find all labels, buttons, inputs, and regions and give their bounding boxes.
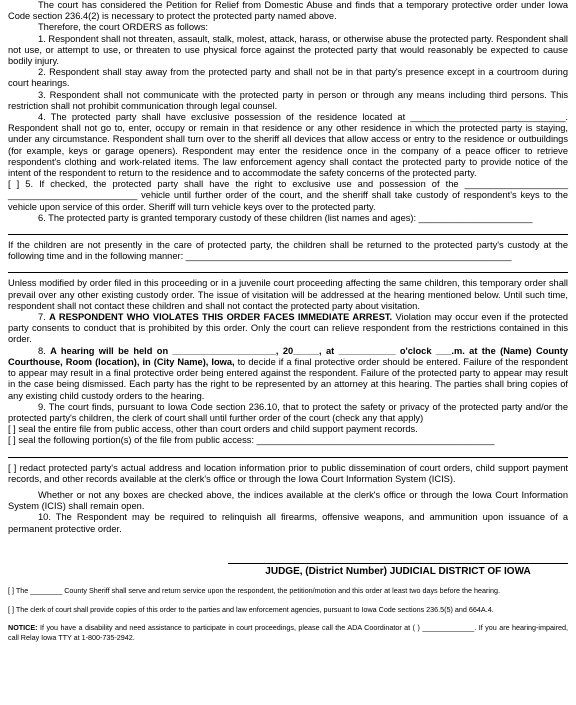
protective-order-page [8,0,568,642]
item-7-text: Violation may occur even if the protected party consents to conduct that is prohibited by this order. Only the court can relieve respondent from the restrictions contained in this order. [8,312,568,345]
item-8-text: to decide if a final protective order should be entered. Failure of the respondent to appear may result in a final protective order being entered against the respondent. Failure of the protected party to appear may result in the case being dismissed. Each party has the right to be represented by an attorney at this hearing. The parties shall bring copies of any existing child custody orders to the hearing. [8,356,568,401]
hearing-details: A hearing will be held on ____________________, 20_____, at ___________ o'clock ___.m. at the (Name) County Courthouse, Room (location), in (City Name), Iowa, [8,345,568,367]
seal-portions-checkbox[interactable]: [ ] seal the following portion(s) of the file from public access: ______________________________________________ [8,435,495,446]
redact-address-checkbox[interactable]: [ ] redact protected party's actual address and location information prior to public dissemination of court orders, child support payment records, and other records available at the clerk's office or through the Iowa Court Information System (ICIS). [8,462,568,484]
arrest-warning: A RESPONDENT WHO VIOLATES THIS ORDER FACES IMMEDIATE ARREST. [49,312,393,323]
order-item-1: 1. Respondent shall not threaten, assault, stalk, molest, attack, harass, or otherwise abuse the protected party. Respondent shall not use, or attempt to use, or threaten to use physical force against the protected party that would reasonably be expected to cause bodily injury. [8,33,568,67]
judge-signature-line[interactable] [228,549,568,564]
notice-text: If you have a disability and need assistance to participate in court proceedings, please call the ADA Coordinator at ( ) _____________. If you are hearing-impaired, call Relay Iowa TTY at 1-800-735-2942. [8,623,568,642]
judge-title: JUDGE, (District Number) JUDICIAL DISTRICT OF IOWA [265,565,531,577]
clerk-copies-checkbox[interactable]: [ ] The clerk of court shall provide copies of this order to the parties and law enforcement agencies, pursuant to Iowa Code sections 236.5(5) and 664A.4. [8,604,494,614]
custody-paragraph: Unless modified by order filed in this proceeding or in a juvenile court proceeding affecting the same children, this temporary order shall prevail over any other existing custody order. The issue of visitation will be addressed at the hearing mentioned below. Until such time, respondent shall not contact these children and shall not contact the protected party about visitation. [8,278,568,311]
seal-portions-blank-line[interactable] [8,447,568,458]
order-item-2: 2. Respondent shall stay away from the protected party and shall not be in that party's presence except in a courtroom during court hearings. [8,67,568,89]
order-item-4: 4. The protected party shall have exclusive possession of the residence located at ______________________________. Respondent shall not go to, enter, occupy or remain in that residence or any other residence in which the protected party is staying, under any circumstance. Respondent shall turn over to the sheriff all devices that allow access or entry to the residence or outbuildings (for example, keys or garage openers). Respondent may enter the residence once in the company of a peace officer to retrieve respondent's clothing and work-related items. The law enforcement agency shall contact the protected party to provide notice of the intent of the respondent to return to the residence and to accommodate the safety concerns of the protected party. [8,112,568,179]
seal-entire-file-checkbox[interactable]: [ ] seal the entire file from public access, other than court orders and child support payment records. [8,424,418,435]
children-blank-line[interactable] [8,224,568,235]
intro-paragraph: The court has considered the Petition for Relief from Domestic Abuse and finds that a temporary protective order under Iowa Code section 236.4(2) is necessary to protect the protected party named above. [8,0,568,22]
order-item-3: 3. Respondent shall not communicate with the protected party in person or through any means including third persons. This restriction shall not prohibit communication through legal counsel. [8,89,568,111]
ada-notice [8,623,568,642]
orders-heading: Therefore, the court ORDERS as follows: [38,22,208,33]
item-8-number: 8. [38,345,51,356]
order-item-5: [ ] 5. If checked, the protected party shall have the right to exclusive use and possession of the ____________________ _________________________ vehicle until further order of the court, and the sheriff shall take custody of respondent's keys to the vehicle upon service of this order. Sheriff will turn vehicle keys over to the protected party. [8,179,568,212]
order-item-7 [8,312,568,346]
order-item-8 [8,346,568,402]
children-return-paragraph: If the children are not presently in the care of protected party, the children shall be returned to the protected party's custody at the following time and in the following manner: _______________________________________________________________ [8,240,568,262]
order-item-6: 6. The protected party is granted temporary custody of these children (list names and ages): ______________________ [38,212,533,223]
sheriff-service-checkbox[interactable]: [ ] The ________ County Sheriff shall serve and return service upon the respondent, the petition/motion and this order at least two days before the hearing. [8,585,500,595]
children-return-blank-line[interactable] [8,262,568,273]
notice-label: NOTICE: [8,623,38,633]
order-item-9: 9. The court finds, pursuant to Iowa Code section 236.10, that to protect the safety or privacy of the protected party and/or the protected party's children, the clerk of court shall until further order of the court (check any that apply) [8,401,568,423]
indices-paragraph: Whether or not any boxes are checked above, the indices available at the clerk's office or through the Iowa Court Information System (ICIS) shall remain open. [8,489,568,512]
item-7-number: 7. [38,312,50,323]
order-item-10: 10. The Respondent may be required to relinquish all firearms, offensive weapons, and ammunition upon issuance of a permanent protective order. [8,512,568,534]
